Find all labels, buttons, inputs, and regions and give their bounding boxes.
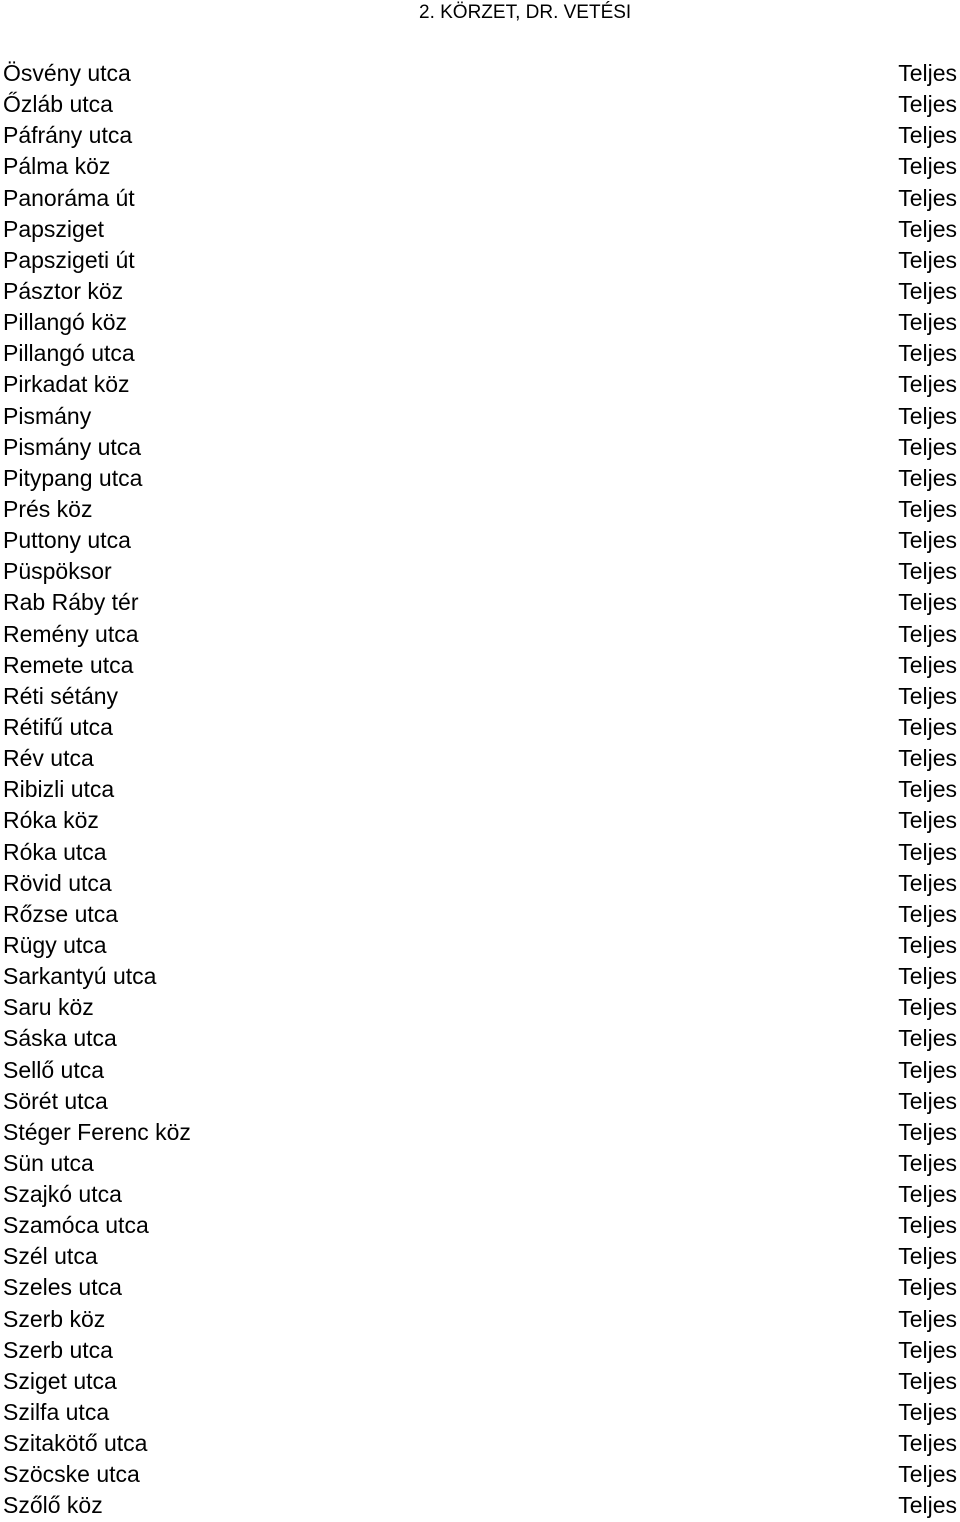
street-row <box>0 120 960 151</box>
street-coverage: Teljes <box>898 807 957 834</box>
street-name: Szél utca <box>3 1243 98 1270</box>
street-row <box>0 899 960 930</box>
street-coverage: Teljes <box>898 620 957 647</box>
street-row <box>0 1086 960 1117</box>
street-row <box>0 214 960 245</box>
street-coverage: Teljes <box>898 91 957 118</box>
street-coverage: Teljes <box>898 122 957 149</box>
street-coverage: Teljes <box>898 1025 957 1052</box>
street-name: Sziget utca <box>3 1367 117 1394</box>
street-coverage: Teljes <box>898 1118 957 1145</box>
street-name: Puttony utca <box>3 527 131 554</box>
street-coverage: Teljes <box>898 869 957 896</box>
street-name: Sáska utca <box>3 1025 117 1052</box>
street-name: Pillangó utca <box>3 340 135 367</box>
street-coverage: Teljes <box>898 215 957 242</box>
street-row <box>0 307 960 338</box>
street-coverage: Teljes <box>898 371 957 398</box>
street-name: Pillangó köz <box>3 309 128 336</box>
street-row <box>0 712 960 743</box>
street-coverage: Teljes <box>898 246 957 273</box>
street-name: Rév utca <box>3 745 94 772</box>
street-name: Ribizli utca <box>3 776 115 803</box>
street-name: Pirkadat köz <box>3 371 130 398</box>
street-name: Szöcske utca <box>3 1461 140 1488</box>
street-row <box>0 1272 960 1303</box>
street-coverage: Teljes <box>898 464 957 491</box>
street-row <box>0 743 960 774</box>
street-coverage: Teljes <box>898 682 957 709</box>
street-name: Szajkó utca <box>3 1181 122 1208</box>
street-name: Réti sétány <box>3 682 119 709</box>
street-row <box>0 587 960 618</box>
street-name: Papszigeti út <box>3 246 135 273</box>
street-name: Pásztor köz <box>3 277 124 304</box>
street-coverage: Teljes <box>898 1336 957 1363</box>
street-coverage: Teljes <box>898 931 957 958</box>
street-coverage: Teljes <box>898 1274 957 1301</box>
street-name: Sellő utca <box>3 1056 105 1083</box>
street-coverage: Teljes <box>898 1212 957 1239</box>
street-row <box>0 494 960 525</box>
street-coverage: Teljes <box>898 1056 957 1083</box>
street-name: Stéger Ferenc köz <box>3 1118 191 1145</box>
street-name: Panoráma út <box>3 184 135 211</box>
street-coverage: Teljes <box>898 1399 957 1426</box>
street-name: Szeles utca <box>3 1274 122 1301</box>
street-name: Róka köz <box>3 807 99 834</box>
street-name: Pitypang utca <box>3 464 143 491</box>
street-row <box>0 1210 960 1241</box>
street-row <box>0 805 960 836</box>
street-name: Pálma köz <box>3 153 111 180</box>
street-row <box>0 432 960 463</box>
street-coverage: Teljes <box>898 651 957 678</box>
street-list <box>0 58 960 1522</box>
street-name: Rövid utca <box>3 869 112 896</box>
street-row <box>0 681 960 712</box>
street-coverage: Teljes <box>898 1243 957 1270</box>
street-row <box>0 89 960 120</box>
street-coverage: Teljes <box>898 745 957 772</box>
street-name: Rőzse utca <box>3 900 119 927</box>
street-coverage: Teljes <box>898 277 957 304</box>
street-row <box>0 868 960 899</box>
street-name: Papsziget <box>3 215 105 242</box>
street-coverage: Teljes <box>898 1461 957 1488</box>
page-header: 2. KÖRZET, DR. VETÉSI <box>419 2 632 23</box>
street-row <box>0 961 960 992</box>
street-name: Szilfa utca <box>3 1399 110 1426</box>
street-row <box>0 1366 960 1397</box>
street-coverage: Teljes <box>898 589 957 616</box>
street-coverage: Teljes <box>898 495 957 522</box>
street-name: Püspöksor <box>3 558 112 585</box>
street-row <box>0 463 960 494</box>
street-row <box>0 1055 960 1086</box>
street-row <box>0 1117 960 1148</box>
street-name: Prés köz <box>3 495 93 522</box>
street-name: Sarkantyú utca <box>3 963 157 990</box>
street-name: Sün utca <box>3 1149 94 1176</box>
street-coverage: Teljes <box>898 153 957 180</box>
street-row <box>0 369 960 400</box>
street-row <box>0 837 960 868</box>
street-row <box>0 1397 960 1428</box>
street-name: Sörét utca <box>3 1087 108 1114</box>
street-coverage: Teljes <box>898 558 957 585</box>
street-name: Őzláb utca <box>3 91 113 118</box>
street-row <box>0 151 960 182</box>
street-coverage: Teljes <box>898 713 957 740</box>
street-row <box>0 1148 960 1179</box>
street-row <box>0 183 960 214</box>
street-name: Szerb köz <box>3 1305 106 1332</box>
street-row <box>0 650 960 681</box>
street-coverage: Teljes <box>898 184 957 211</box>
street-row <box>0 58 960 89</box>
street-coverage: Teljes <box>898 900 957 927</box>
street-name: Rügy utca <box>3 931 107 958</box>
street-coverage: Teljes <box>898 1087 957 1114</box>
street-row <box>0 1335 960 1366</box>
street-name: Remény utca <box>3 620 139 647</box>
street-coverage: Teljes <box>898 402 957 429</box>
street-coverage: Teljes <box>898 1367 957 1394</box>
street-row <box>0 338 960 369</box>
street-name: Szitakötő utca <box>3 1430 148 1457</box>
street-coverage: Teljes <box>898 776 957 803</box>
street-name: Szőlő köz <box>3 1492 103 1519</box>
street-row <box>0 401 960 432</box>
street-row <box>0 1023 960 1054</box>
street-row <box>0 1428 960 1459</box>
street-row <box>0 245 960 276</box>
street-row <box>0 276 960 307</box>
street-name: Rab Ráby tér <box>3 589 139 616</box>
street-row <box>0 1459 960 1490</box>
street-coverage: Teljes <box>898 994 957 1021</box>
street-row <box>0 1241 960 1272</box>
street-coverage: Teljes <box>898 1181 957 1208</box>
street-coverage: Teljes <box>898 433 957 460</box>
street-name: Rétifű utca <box>3 713 113 740</box>
street-name: Pismány <box>3 402 92 429</box>
street-coverage: Teljes <box>898 60 957 86</box>
street-coverage: Teljes <box>898 527 957 554</box>
street-coverage: Teljes <box>898 1492 957 1519</box>
street-name: Saru köz <box>3 994 94 1021</box>
street-name: Szerb utca <box>3 1336 113 1363</box>
street-name: Róka utca <box>3 838 107 865</box>
street-row <box>0 1304 960 1335</box>
street-name: Szamóca utca <box>3 1212 149 1239</box>
street-name: Ösvény utca <box>3 60 131 86</box>
street-coverage: Teljes <box>898 1430 957 1457</box>
street-row <box>0 1179 960 1210</box>
street-coverage: Teljes <box>898 963 957 990</box>
street-coverage: Teljes <box>898 1149 957 1176</box>
street-row <box>0 1490 960 1521</box>
street-row <box>0 930 960 961</box>
street-name: Pismány utca <box>3 433 142 460</box>
street-row <box>0 992 960 1023</box>
street-coverage: Teljes <box>898 340 957 367</box>
street-name: Remete utca <box>3 651 134 678</box>
street-row <box>0 525 960 556</box>
street-row <box>0 556 960 587</box>
street-coverage: Teljes <box>898 309 957 336</box>
street-coverage: Teljes <box>898 1305 957 1332</box>
street-coverage: Teljes <box>898 838 957 865</box>
street-row <box>0 774 960 805</box>
street-name: Páfrány utca <box>3 122 133 149</box>
street-row <box>0 619 960 650</box>
